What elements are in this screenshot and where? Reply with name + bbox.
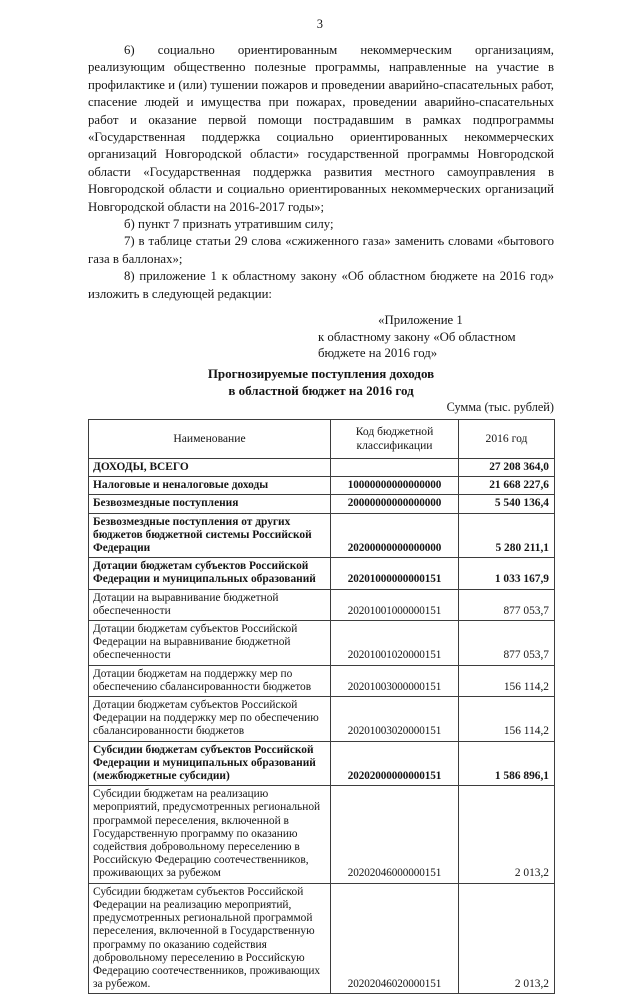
table-row — [89, 589, 555, 620]
page-title-line-2: в областной бюджет на 2016 год — [228, 383, 414, 398]
cell-indicator-name: Дотации бюджетам субъектов Российской Федерации на выравнивание бюджетной обеспеченности — [89, 621, 331, 666]
cell-amount-2016: 21 668 227,6 — [459, 477, 555, 495]
table-row — [89, 459, 555, 477]
cell-budget-code: 20000000000000000 — [331, 495, 459, 513]
cell-amount-2016: 27 208 364,0 — [459, 459, 555, 477]
cell-indicator-name: Субсидии бюджетам субъектов Российской Федерации на реализацию мероприятий, предусмотренных региональной программой переселения, включенной в Государственную программу по оказанию содействия добровольному переселению в Российскую Федерацию соотечественников, проживающих за рубежом. — [89, 883, 331, 994]
cell-amount-2016: 2 013,2 — [459, 786, 555, 883]
cell-budget-code: 20201000000000151 — [331, 558, 459, 589]
cell-amount-2016: 5 540 136,4 — [459, 495, 555, 513]
paragraph-6: 6) социально ориентированным некоммерческим организациям, реализующим общественно полезные программы, направленные на участие в профилактике и (или) тушении пожаров и проведении аварийно-спасательных работ, спасение людей и имущества при пожарах, проведении аварийно-спасательных работ и оказание первой помощи пострадавшим в рамках подпрограммы «Государственная поддержка социально ориентированных некоммерческих организаций Новгородской области» государственной программы Новгородской области «Государственная поддержка развития местного самоуправления в Новгородской области и социально ориентированных некоммерческих организаций Новгородской области на 2016-2017 годы»; — [88, 43, 554, 214]
page-title — [88, 365, 554, 399]
cell-amount-2016: 1 033 167,9 — [459, 558, 555, 589]
appendix-reference-block — [300, 312, 555, 362]
table-row — [89, 665, 555, 696]
table-header — [89, 420, 555, 459]
table-row — [89, 697, 555, 742]
column-header-year: 2016 год — [459, 420, 555, 459]
cell-budget-code — [331, 459, 459, 477]
cell-amount-2016: 877 053,7 — [459, 589, 555, 620]
cell-budget-code: 10000000000000000 — [331, 477, 459, 495]
cell-indicator-name: Безвозмездные поступления — [89, 495, 331, 513]
appendix-law-line-1: к областному закону «Об областном — [318, 329, 516, 344]
cell-indicator-name: Дотации бюджетам субъектов Российской Федерации и муниципальных образований — [89, 558, 331, 589]
cell-indicator-name: Дотации бюджетам на поддержку мер по обеспечению сбалансированности бюджетов — [89, 665, 331, 696]
cell-amount-2016: 2 013,2 — [459, 883, 555, 994]
cell-indicator-name: Субсидии бюджетам на реализацию мероприятий, предусмотренных региональной программой переселения, включенной в Государственную программу по оказанию содействия добровольному переселению в Российскую Федерацию соотечественников, проживающих за рубежом — [89, 786, 331, 883]
body-text-block — [88, 42, 554, 303]
appendix-law-line-2: бюджете на 2016 год» — [318, 346, 438, 360]
column-header-name: Наименование — [89, 420, 331, 459]
cell-indicator-name: Субсидии бюджетам субъектов Российской Федерации и муниципальных образований (межбюджетные субсидии) — [89, 741, 331, 786]
cell-indicator-name: Налоговые и неналоговые доходы — [89, 477, 331, 495]
cell-budget-code: 20202046000000151 — [331, 786, 459, 883]
cell-amount-2016: 1 586 896,1 — [459, 741, 555, 786]
cell-budget-code: 20200000000000000 — [331, 513, 459, 558]
table-row — [89, 477, 555, 495]
paragraph-b: б) пункт 7 признать утратившим силу; — [124, 217, 334, 232]
table-row — [89, 621, 555, 666]
sum-units-caption: Сумма (тыс. рублей) — [446, 400, 554, 414]
table-row — [89, 495, 555, 513]
cell-indicator-name: Безвозмездные поступления от других бюджетов бюджетной системы Российской Федерации — [89, 513, 331, 558]
cell-budget-code: 20201003020000151 — [331, 697, 459, 742]
appendix-title-line: «Приложение 1 — [378, 313, 463, 327]
page-title-line-1: Прогнозируемые поступления доходов — [207, 366, 435, 381]
column-header-code: Код бюджетной классификации — [331, 420, 459, 459]
cell-amount-2016: 156 114,2 — [459, 665, 555, 696]
cell-indicator-name: Дотации на выравнивание бюджетной обеспеченности — [89, 589, 331, 620]
cell-indicator-name: Дотации бюджетам субъектов Российской Федерации на поддержку мер по обеспечению сбалансированности бюджетов — [89, 697, 331, 742]
cell-amount-2016: 156 114,2 — [459, 697, 555, 742]
budget-income-table — [88, 419, 555, 994]
cell-budget-code: 20201001000000151 — [331, 589, 459, 620]
table-row — [89, 513, 555, 558]
cell-budget-code: 20202046020000151 — [331, 883, 459, 994]
cell-amount-2016: 5 280 211,1 — [459, 513, 555, 558]
table-row — [89, 741, 555, 786]
table-header-row — [89, 420, 555, 459]
paragraph-8: 8) приложение 1 к областному закону «Об областном бюджете на 2016 год» изложить в следующей редакции: — [88, 269, 554, 301]
table-body — [89, 459, 555, 994]
paragraph-7: 7) в таблице статьи 29 слова «сжиженного газа» заменить словами «бытового газа в баллонах»; — [88, 234, 554, 266]
table-row — [89, 786, 555, 883]
cell-budget-code: 20201003000000151 — [331, 665, 459, 696]
cell-budget-code: 20201001020000151 — [331, 621, 459, 666]
page-number: 3 — [316, 17, 324, 31]
table-row — [89, 558, 555, 589]
cell-indicator-name: ДОХОДЫ, ВСЕГО — [89, 459, 331, 477]
table-row — [89, 883, 555, 994]
cell-amount-2016: 877 053,7 — [459, 621, 555, 666]
cell-budget-code: 20202000000000151 — [331, 741, 459, 786]
